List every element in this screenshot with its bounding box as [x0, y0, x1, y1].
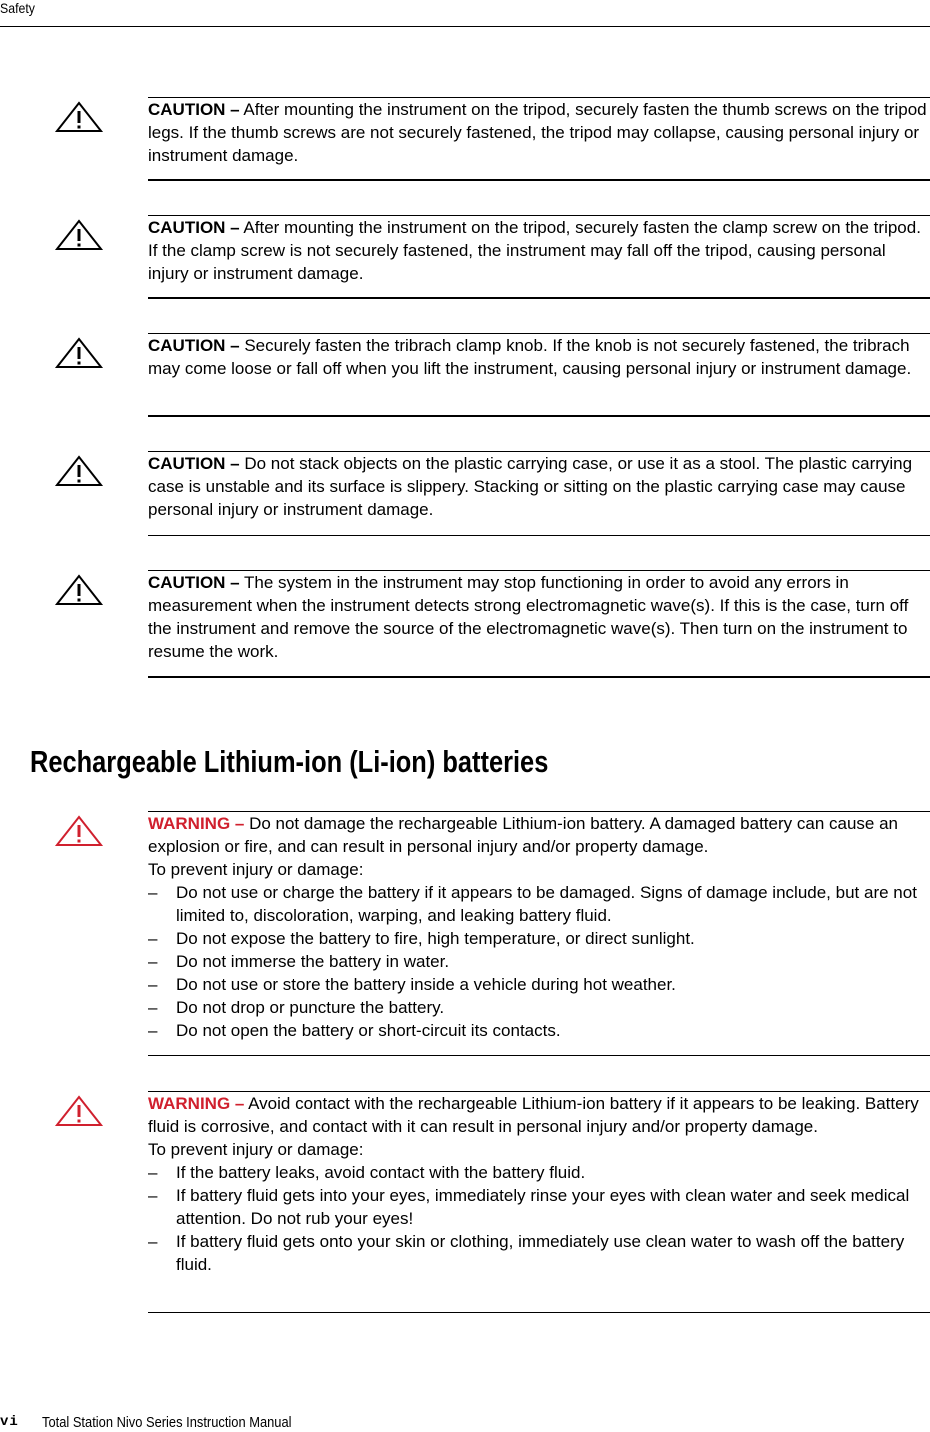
running-head-text: Safety	[0, 0, 35, 16]
caution-label: CAUTION –	[148, 573, 240, 592]
list-item-text: Do not use or store the battery inside a vehicle during hot weather.	[176, 975, 676, 994]
list-item	[148, 973, 930, 996]
warning-list	[148, 881, 930, 1042]
list-item-text: Do not drop or puncture the battery.	[176, 998, 445, 1017]
running-head	[0, 0, 930, 27]
list-item-text: Do not expose the battery to fire, high temperature, or direct sunlight.	[176, 929, 695, 948]
manual-title: Total Station Nivo Series Instruction Manual	[42, 1414, 292, 1431]
warning-notice	[148, 1091, 930, 1313]
caution-notice	[148, 333, 930, 417]
caution-notice	[148, 451, 930, 536]
dash-bullet: –	[148, 952, 158, 971]
dash-bullet: –	[148, 1021, 158, 1040]
caution-triangle-icon	[54, 336, 104, 370]
dash-bullet: –	[148, 1186, 158, 1205]
list-item	[148, 950, 930, 973]
warning-text: Avoid contact with the rechargeable Lithium-ion battery if it appears to be leaking. Battery fluid is corrosive, and contact with it can result in personal injury and/or property damage.	[148, 1094, 919, 1136]
warning-intro: To prevent injury or damage:	[148, 1140, 364, 1159]
list-item	[148, 881, 930, 927]
caution-text: Securely fasten the tribrach clamp knob. If the knob is not securely fastened, the tribrach may come loose or fall off when you lift the instrument, causing personal injury or instrument damage.	[148, 336, 912, 378]
list-item	[148, 1161, 930, 1184]
dash-bullet: –	[148, 1163, 158, 1182]
list-item	[148, 1184, 930, 1230]
warning-intro: To prevent injury or damage:	[148, 860, 364, 879]
caution-triangle-icon	[54, 454, 104, 488]
warning-text: Do not damage the rechargeable Lithium-ion battery. A damaged battery can cause an explosion or fire, and can result in personal injury and/or property damage.	[148, 814, 898, 856]
page-footer	[0, 1412, 930, 1432]
list-item-text: Do not use or charge the battery if it appears to be damaged. Signs of damage include, but are not limited to, discoloration, warping, and leaking battery fluid.	[176, 883, 917, 925]
section-title: Rechargeable Lithium-ion (Li-ion) batteries	[30, 744, 549, 779]
caution-text: The system in the instrument may stop functioning in order to avoid any errors in measurement when the instrument detects strong electromagnetic wave(s). If this is the case, turn off the instrument and remove the source of the electromagnetic wave(s). Then turn on the instrument to resume the work.	[148, 573, 909, 661]
list-item	[148, 996, 930, 1019]
page-number: vi	[0, 1414, 19, 1430]
caution-text: Do not stack objects on the plastic carrying case, or use it as a stool. The plastic carrying case is unstable and its surface is slippery. Stacking or sitting on the plastic carrying case may cause personal injury or instrument damage.	[148, 454, 913, 519]
list-item-text: If the battery leaks, avoid contact with the battery fluid.	[176, 1163, 586, 1182]
caution-notice	[148, 97, 930, 181]
warning-triangle-icon	[54, 1094, 104, 1128]
warning-label: WARNING –	[148, 814, 245, 833]
caution-triangle-icon	[54, 100, 104, 134]
caution-triangle-icon	[54, 573, 104, 607]
list-item-text: Do not open the battery or short-circuit its contacts.	[176, 1021, 561, 1040]
list-item	[148, 927, 930, 950]
list-item-text: Do not immerse the battery in water.	[176, 952, 450, 971]
caution-label: CAUTION –	[148, 218, 240, 237]
dash-bullet: –	[148, 883, 158, 902]
dash-bullet: –	[148, 975, 158, 994]
warning-list	[148, 1161, 930, 1276]
caution-label: CAUTION –	[148, 100, 240, 119]
caution-triangle-icon	[54, 218, 104, 252]
dash-bullet: –	[148, 929, 158, 948]
list-item	[148, 1230, 930, 1276]
caution-text: After mounting the instrument on the tripod, securely fasten the thumb screws on the tripod legs. If the thumb screws are not securely fastened, the tripod may collapse, causing personal injury or instrument damage.	[148, 100, 927, 165]
list-item-text: If battery fluid gets into your eyes, immediately rinse your eyes with clean water and seek medical attention. Do not rub your eyes!	[176, 1186, 910, 1228]
list-item	[148, 1019, 930, 1042]
warning-notice	[148, 811, 930, 1056]
caution-label: CAUTION –	[148, 336, 240, 355]
dash-bullet: –	[148, 998, 158, 1017]
warning-label: WARNING –	[148, 1094, 245, 1113]
caution-notice	[148, 570, 930, 678]
caution-text: After mounting the instrument on the tripod, securely fasten the clamp screw on the tripod. If the clamp screw is not securely fastened, the instrument may fall off the tripod, causing personal injury or instrument damage.	[148, 218, 921, 283]
warning-triangle-icon	[54, 814, 104, 848]
caution-label: CAUTION –	[148, 454, 240, 473]
dash-bullet: –	[148, 1232, 158, 1251]
caution-notice	[148, 215, 930, 299]
list-item-text: If battery fluid gets onto your skin or clothing, immediately use clean water to wash off the battery fluid.	[176, 1232, 905, 1274]
